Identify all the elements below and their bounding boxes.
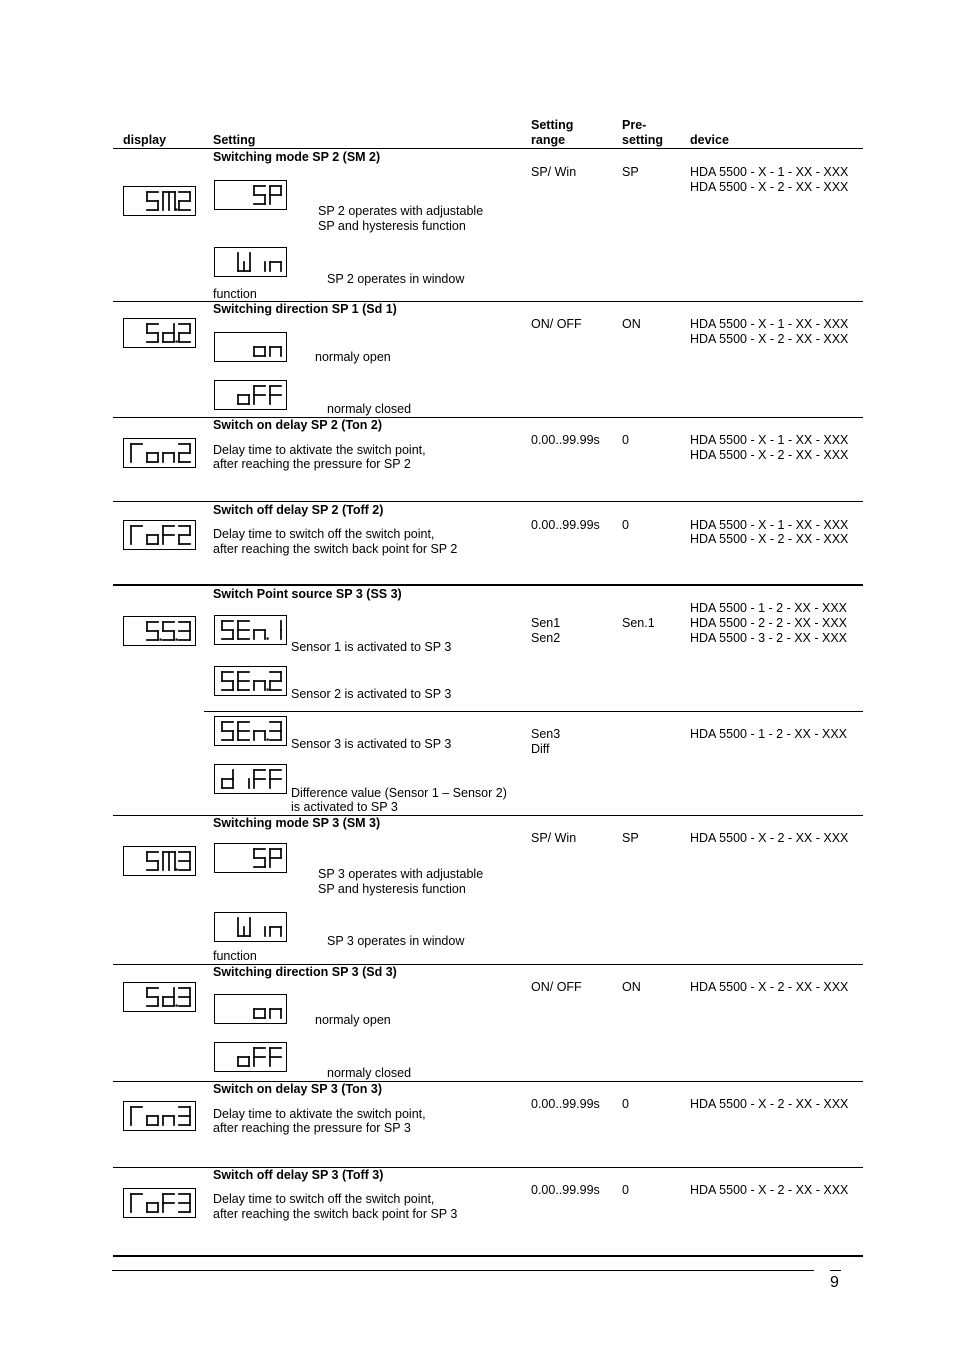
lcd-diff-glyphs bbox=[215, 765, 286, 793]
header-display: display bbox=[123, 133, 167, 147]
ss3-sen2-desc: Sensor 2 is activated to SP 3 bbox=[291, 687, 452, 701]
lcd-decimal-point bbox=[176, 209, 178, 211]
ss3-preset: Sen.1 bbox=[622, 616, 655, 630]
lcd-ton2-glyphs bbox=[124, 439, 195, 467]
lcd-sm2-sp bbox=[214, 180, 287, 210]
lcd-sm3-sp-glyphs bbox=[215, 844, 286, 872]
sd3-preset: ON bbox=[622, 980, 641, 994]
lcd-sen3 bbox=[214, 716, 287, 746]
sm2-title: Switching mode SP 2 (SM 2) bbox=[213, 150, 381, 164]
sm3-title: Switching mode SP 3 (SM 3) bbox=[213, 816, 381, 830]
ss3-sen1-desc: Sensor 1 is activated to SP 3 bbox=[291, 640, 452, 654]
ss3-title: Switch Point source SP 3 (SS 3) bbox=[213, 587, 402, 601]
sd1-range: ON/ OFF bbox=[531, 317, 582, 331]
sd1-device-1: HDA 5500 - X - 1 - XX - XXX bbox=[690, 317, 849, 331]
header-device: device bbox=[690, 133, 729, 147]
tof3-desc-2: after reaching the switch back point for SP 3 bbox=[213, 1207, 458, 1221]
lcd-sd3-on-glyphs bbox=[215, 995, 286, 1023]
ton3-desc-2: after reaching the pressure for SP 3 bbox=[213, 1121, 411, 1135]
ton3-device-1: HDA 5500 - X - 2 - XX - XXX bbox=[690, 1097, 849, 1111]
sm3-device-1: HDA 5500 - X - 2 - XX - XXX bbox=[690, 831, 849, 845]
tof3-desc-1: Delay time to switch off the switch point, bbox=[213, 1192, 435, 1206]
lcd-sen1-glyphs bbox=[215, 616, 286, 644]
ss3-diff-desc-1: Difference value (Sensor 1 – Sensor 2) bbox=[291, 786, 507, 800]
sm3-win-desc-1: SP 3 operates in window bbox=[327, 934, 465, 948]
lcd-decimal-point bbox=[160, 639, 162, 641]
lcd-tof2-glyphs bbox=[124, 521, 195, 549]
header-setting-range-1: Setting bbox=[531, 118, 574, 132]
ton2-desc-2: after reaching the pressure for SP 2 bbox=[213, 457, 411, 471]
header-presetting-2: setting bbox=[622, 133, 663, 147]
ss3-diff-desc-2: is activated to SP 3 bbox=[291, 800, 398, 814]
lcd-sd3-off bbox=[214, 1042, 287, 1072]
lcd-tof2 bbox=[123, 520, 196, 550]
tof3-range: 0.00..99.99s bbox=[531, 1183, 600, 1197]
lcd-diff bbox=[214, 764, 287, 794]
tof2-device-2: HDA 5500 - X - 2 - XX - XXX bbox=[690, 532, 849, 546]
sd1-title: Switching direction SP 1 (Sd 1) bbox=[213, 302, 397, 316]
tof2-device-1: HDA 5500 - X - 1 - XX - XXX bbox=[690, 518, 849, 532]
ss3-range-4: Diff bbox=[531, 742, 550, 756]
lcd-sd1-off bbox=[214, 380, 287, 410]
row-divider bbox=[113, 501, 863, 502]
tof3-device-1: HDA 5500 - X - 2 - XX - XXX bbox=[690, 1183, 849, 1197]
lcd-sm3-win bbox=[214, 912, 287, 942]
sm2-sp-desc-2: SP and hysteresis function bbox=[318, 219, 466, 233]
lcd-ton2 bbox=[123, 438, 196, 468]
lcd-sen3-glyphs bbox=[215, 717, 286, 745]
ss3-device-4: HDA 5500 - 1 - 2 - XX - XXX bbox=[690, 727, 848, 741]
ton2-range: 0.00..99.99s bbox=[531, 433, 600, 447]
sm3-preset: SP bbox=[622, 831, 639, 845]
sm3-range: SP/ Win bbox=[531, 831, 577, 845]
row-divider bbox=[113, 584, 863, 586]
lcd-tof3 bbox=[123, 1188, 196, 1218]
ton3-title: Switch on delay SP 3 (Ton 3) bbox=[213, 1082, 383, 1096]
sd3-title: Switching direction SP 3 (Sd 3) bbox=[213, 965, 397, 979]
header-setting: Setting bbox=[213, 133, 256, 147]
lcd-sd1-on-glyphs bbox=[215, 333, 286, 361]
sm3-win-desc-2: function bbox=[213, 949, 257, 963]
lcd-sd2 bbox=[123, 318, 196, 348]
header-rule bbox=[113, 148, 863, 149]
lcd-ss3 bbox=[123, 616, 196, 646]
lcd-sd3-off-glyphs bbox=[215, 1043, 286, 1071]
ton2-preset: 0 bbox=[622, 433, 629, 447]
tof2-range: 0.00..99.99s bbox=[531, 518, 600, 532]
tof3-preset: 0 bbox=[622, 1183, 629, 1197]
sm2-win-desc-1: SP 2 operates in window bbox=[327, 272, 465, 286]
sd1-off-desc: normaly closed bbox=[327, 402, 412, 416]
sm2-device-2: HDA 5500 - X - 2 - XX - XXX bbox=[690, 180, 849, 194]
lcd-sd2-glyphs bbox=[124, 319, 195, 347]
lcd-sm2-glyphs bbox=[124, 187, 195, 215]
sm3-sp-desc-2: SP and hysteresis function bbox=[318, 882, 466, 896]
ton2-device-1: HDA 5500 - X - 1 - XX - XXX bbox=[690, 433, 849, 447]
ss3-sen3-desc: Sensor 3 is activated to SP 3 bbox=[291, 737, 452, 751]
ss3-device-3: HDA 5500 - 3 - 2 - XX - XXX bbox=[690, 631, 848, 645]
lcd-sm2 bbox=[123, 186, 196, 216]
lcd-sd1-off-glyphs bbox=[215, 381, 286, 409]
ton3-range: 0.00..99.99s bbox=[531, 1097, 600, 1111]
lcd-sen2 bbox=[214, 666, 287, 696]
sm2-preset: SP bbox=[622, 165, 639, 179]
ss3-range-2: Sen2 bbox=[531, 631, 561, 645]
sd3-device-1: HDA 5500 - X - 2 - XX - XXX bbox=[690, 980, 849, 994]
lcd-decimal-point bbox=[176, 341, 178, 343]
sm2-sp-desc-1: SP 2 operates with adjustable bbox=[318, 204, 484, 218]
lcd-sm3-win-glyphs bbox=[215, 913, 286, 941]
sub-row-divider bbox=[204, 711, 863, 712]
tof2-preset: 0 bbox=[622, 518, 629, 532]
ton3-desc-1: Delay time to aktivate the switch point, bbox=[213, 1107, 426, 1121]
lcd-tof3-glyphs bbox=[124, 1189, 195, 1217]
lcd-sm2-sp-glyphs bbox=[215, 181, 286, 209]
lcd-decimal-point bbox=[267, 689, 269, 691]
ton3-preset: 0 bbox=[622, 1097, 629, 1111]
lcd-sm2-win-glyphs bbox=[215, 248, 286, 276]
lcd-decimal-point bbox=[176, 869, 178, 871]
table-bottom-rule bbox=[113, 1255, 863, 1257]
sd1-preset: ON bbox=[622, 317, 641, 331]
lcd-sd3-on bbox=[214, 994, 287, 1024]
lcd-sm2-win bbox=[214, 247, 287, 277]
header-setting-range-2: range bbox=[531, 133, 566, 147]
sm3-sp-desc-1: SP 3 operates with adjustable bbox=[318, 867, 484, 881]
tof3-title: Switch off delay SP 3 (Toff 3) bbox=[213, 1168, 384, 1182]
sd3-on-desc: normaly open bbox=[315, 1013, 391, 1027]
lcd-decimal-point bbox=[176, 639, 178, 641]
lcd-sen1 bbox=[214, 615, 287, 645]
sm2-win-desc-2: function bbox=[213, 287, 257, 301]
lcd-ton3 bbox=[123, 1101, 196, 1131]
lcd-sm3-sp bbox=[214, 843, 287, 873]
lcd-sm3 bbox=[123, 846, 196, 876]
lcd-sd1-on bbox=[214, 332, 287, 362]
lcd-decimal-point bbox=[176, 1005, 178, 1007]
ss3-range-1: Sen1 bbox=[531, 616, 561, 630]
footer-tick bbox=[830, 1270, 841, 1271]
ss3-device-1: HDA 5500 - 1 - 2 - XX - XXX bbox=[690, 601, 848, 615]
ton2-title: Switch on delay SP 2 (Ton 2) bbox=[213, 418, 383, 432]
lcd-sm3-glyphs bbox=[124, 847, 195, 875]
tof2-desc-1: Delay time to switch off the switch point, bbox=[213, 527, 435, 541]
sd3-off-desc: normaly closed bbox=[327, 1066, 412, 1080]
ss3-device-2: HDA 5500 - 2 - 2 - XX - XXX bbox=[690, 616, 848, 630]
page-number: 9 bbox=[830, 1274, 839, 1291]
header-presetting-1: Pre- bbox=[622, 118, 647, 132]
sd1-device-2: HDA 5500 - X - 2 - XX - XXX bbox=[690, 332, 849, 346]
tof2-title: Switch off delay SP 2 (Toff 2) bbox=[213, 503, 384, 517]
ton2-device-2: HDA 5500 - X - 2 - XX - XXX bbox=[690, 448, 849, 462]
lcd-sd3 bbox=[123, 982, 196, 1012]
lcd-sen2-glyphs bbox=[215, 667, 286, 695]
sd3-range: ON/ OFF bbox=[531, 980, 582, 994]
tof2-desc-2: after reaching the switch back point for SP 2 bbox=[213, 542, 458, 556]
lcd-ss3-glyphs bbox=[124, 617, 195, 645]
sm2-range: SP/ Win bbox=[531, 165, 577, 179]
lcd-decimal-point bbox=[267, 739, 269, 741]
sm2-device-1: HDA 5500 - X - 1 - XX - XXX bbox=[690, 165, 849, 179]
lcd-decimal-point bbox=[267, 638, 269, 640]
sd1-on-desc: normaly open bbox=[315, 350, 391, 364]
footer-rule bbox=[112, 1270, 814, 1271]
lcd-sd3-glyphs bbox=[124, 983, 195, 1011]
ss3-range-3: Sen3 bbox=[531, 727, 561, 741]
lcd-ton3-glyphs bbox=[124, 1102, 195, 1130]
ton2-desc-1: Delay time to aktivate the switch point, bbox=[213, 443, 426, 457]
